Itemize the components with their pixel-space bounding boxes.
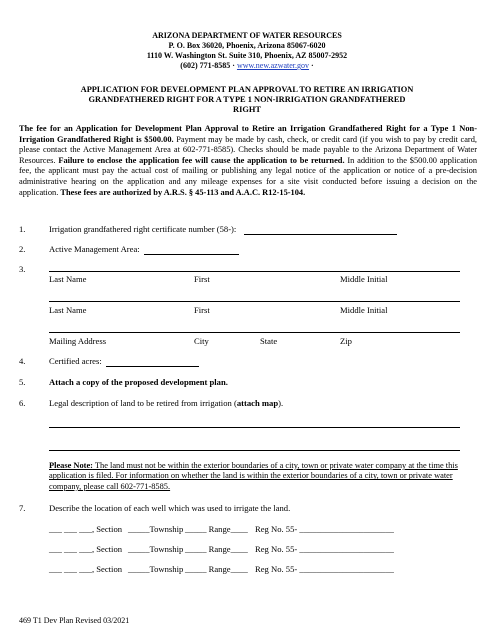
fee-paragraph [19, 124, 477, 198]
form-title-line-2: GRANDFATHERED RIGHT FOR A TYPE 1 NON-IRRIGATION GRANDFATHERED [88, 95, 406, 104]
well-reg-number[interactable]: Reg No. 55- ______________________ [255, 564, 394, 574]
well-township[interactable]: _____Township [128, 544, 184, 554]
certificate-number-label: Irrigation grandfathered right certificate number (58-): [49, 224, 237, 234]
well-reg-number[interactable]: Reg No. 55- ______________________ [255, 544, 394, 554]
name-field-2[interactable] [49, 301, 460, 302]
agency-street-address: 1110 W. Washington St. Suite 310, Phoenix, AZ 85007-2952 [146, 51, 348, 60]
well-range[interactable]: _____ Range____ [185, 524, 248, 534]
middle-initial-label-1: Middle Initial [340, 274, 388, 284]
agency-phone: (602) 771-8585 · [180, 61, 235, 70]
form-title-line-1: APPLICATION FOR DEVELOPMENT PLAN APPROVAL TO RETIRE AN IRRIGATION [80, 85, 414, 94]
state-label: State [260, 336, 278, 346]
well-township[interactable]: _____Township [128, 524, 184, 534]
city-label: City [194, 336, 209, 346]
well-township[interactable]: _____Township [128, 564, 184, 574]
first-name-label-2: First [194, 305, 210, 315]
fee-authority: These fees are authorized by A.R.S. § 45-113 and A.A.C. R12-15-104. [60, 187, 306, 197]
additional-costs: In addition to the $500.00 application fee, the applicant must pay the actual cost of mailing or publishing any legal notice of the application or notice of a pre-decision administrative hearing on the application and any mileage expenses for a site visit conducted before issuing a decision on the application. [19, 155, 478, 197]
item-7-number: 7. [19, 503, 26, 513]
legal-description-field-2[interactable] [49, 450, 460, 451]
agency-website-suffix: · [311, 61, 314, 70]
ama-label: Active Management Area: [49, 244, 140, 254]
ama-field[interactable] [144, 254, 239, 255]
payment-instructions: Payment may be made by cash, check, or credit card (if you wish to pay by credit card, please contact the Active Management Area at 602-771-8585). Checks should be made payable to the Arizona Department of Water Resources. [19, 134, 477, 165]
well-quarter-section[interactable]: ___ ___ ___, Section [49, 564, 123, 574]
item-4-number: 4. [19, 356, 26, 366]
certified-acres-label: Certified acres: [49, 356, 102, 366]
well-quarter-section[interactable]: ___ ___ ___, Section [49, 544, 123, 554]
agency-website-link[interactable]: www.new.azwater.gov [236, 61, 310, 70]
attach-map-text: attach map [236, 398, 279, 408]
last-name-label-1: Last Name [49, 274, 87, 284]
well-reg-number[interactable]: Reg No. 55- ______________________ [255, 524, 394, 534]
certificate-number-field[interactable] [244, 234, 397, 235]
agency-po-box: P. O. Box 36020, Phoenix, Arizona 85067-6020 [168, 41, 326, 50]
item-3-number: 3. [19, 264, 26, 274]
zip-label: Zip [340, 336, 352, 346]
legal-description-end: ). [278, 398, 284, 408]
form-title-line-3: RIGHT [233, 105, 261, 114]
middle-initial-label-2: Middle Initial [340, 305, 388, 315]
please-note [49, 461, 473, 492]
agency-name: ARIZONA DEPARTMENT OF WATER RESOURCES [152, 31, 342, 40]
item-6-number: 6. [19, 398, 26, 408]
mailing-address-label: Mailing Address [49, 336, 107, 346]
last-name-label-2: Last Name [49, 305, 87, 315]
item-5-number: 5. [19, 377, 26, 387]
legal-description-field-1[interactable] [49, 427, 460, 428]
well-location-label: Describe the location of each well which was used to irrigate the land. [49, 503, 291, 513]
agency-contact [0, 61, 494, 71]
legal-description-label [49, 398, 283, 408]
fee-statement: The fee for an Application for Development Plan Approval to Retire an Irrigation Grandfathered Right for a Type 1 Non-Irrigation Grandfathered Right is $500.00. [19, 124, 477, 144]
please-note-label: Please Note: [49, 461, 93, 470]
development-plan-instruction: Attach a copy of the proposed development plan. [49, 377, 228, 387]
well-quarter-section[interactable]: ___ ___ ___, Section [49, 524, 123, 534]
first-name-label-1: First [194, 274, 210, 284]
item-2-number: 2. [19, 244, 26, 254]
form-footer: 469 T1 Dev Plan Revised 03/2021 [19, 616, 130, 625]
please-note-text: The land must not be within the exterior boundaries of a city, town or private water company at the time this application is filed. For information on whether the land is within the exterior boundaries of a city, town or private water company, please call 602-771-8585. [49, 461, 458, 491]
item-1-number: 1. [19, 224, 26, 234]
legal-description-text: Legal description of land to be retired from irrigation ( [49, 398, 237, 408]
well-range[interactable]: _____ Range____ [185, 564, 248, 574]
name-field-1[interactable] [49, 271, 460, 272]
address-field[interactable] [49, 332, 460, 333]
well-range[interactable]: _____ Range____ [185, 544, 248, 554]
certified-acres-field[interactable] [106, 366, 199, 367]
fee-warning: Failure to enclose the application fee will cause the application to be returned. [58, 155, 345, 165]
